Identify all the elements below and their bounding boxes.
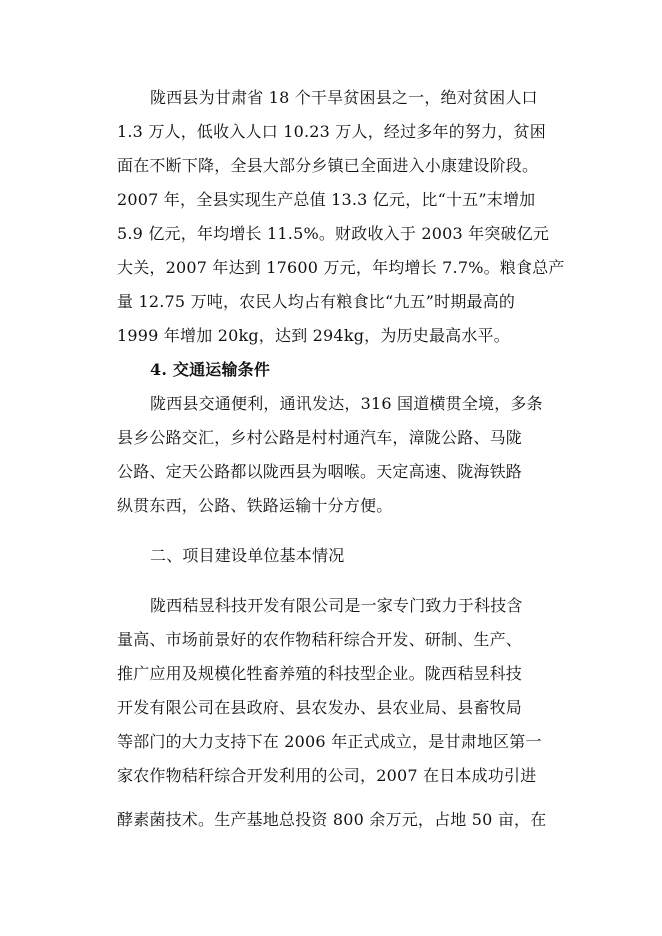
paragraph-line: 2007 年，全县实现生产总值 13.3 亿元，比“十五”末增加 [117,190,536,209]
paragraph-line: 1999 年增加 20kg，达到 294kg，为历史最高水平。 [117,326,510,345]
paragraph-line: 开发有限公司在县政府、县农发办、县农业局、县畜牧局 [117,698,523,717]
paragraph-line: 量高、市场前景好的农作物秸秆综合开发、研制、生产、 [117,630,523,649]
section-title: 二、项目建设单位基本情况 [150,546,345,565]
paragraph-line: 大关，2007 年达到 17600 万元，年均增长 7.7%。粮食总产 [117,258,565,277]
paragraph-line: 等部门的大力支持下在 2006 年正式成立，是甘肃地区第一 [117,732,542,751]
paragraph-line: 家农作物秸秆综合开发利用的公司，2007 在日本成功引进 [117,766,537,785]
paragraph-line: 酵素菌技术。生产基地总投资 800 余万元，占地 50 亩，在 [117,810,547,829]
paragraph-line: 陇西秸昱科技开发有限公司是一家专门致力于科技含 [150,596,523,615]
section-heading: 4. 交通运输条件 [150,360,271,379]
paragraph-line: 陇西县为甘肃省 18 个干旱贫困县之一，绝对贫困人口 [150,88,538,107]
paragraph-line: 纵贯东西，公路、铁路运输十分方便。 [117,496,393,515]
paragraph-line: 量 12.75 万吨，农民人均占有粮食比“九五”时期最高的 [117,292,516,311]
paragraph-line: 推广应用及规模化牲畜养殖的科技型企业。陇西秸昱科技 [117,664,523,683]
paragraph-line: 1.3 万人，低收入人口 10.23 万人，经过多年的努力，贫困 [117,122,546,141]
paragraph-line: 陇西县交通便利，通讯发达，316 国道横贯全境，多条 [150,394,543,413]
paragraph-line: 面在不断下降，全县大部分乡镇已全面进入小康建设阶段。 [117,156,539,175]
paragraph-line: 县乡公路交汇，乡村公路是村村通汽车，漳陇公路、马陇 [117,428,523,447]
paragraph-line: 公路、定天公路都以陇西县为咽喉。天定高速、陇海铁路 [117,462,523,481]
paragraph-line: 5.9 亿元，年均增长 11.5%。财政收入于 2003 年突破亿元 [117,224,550,243]
